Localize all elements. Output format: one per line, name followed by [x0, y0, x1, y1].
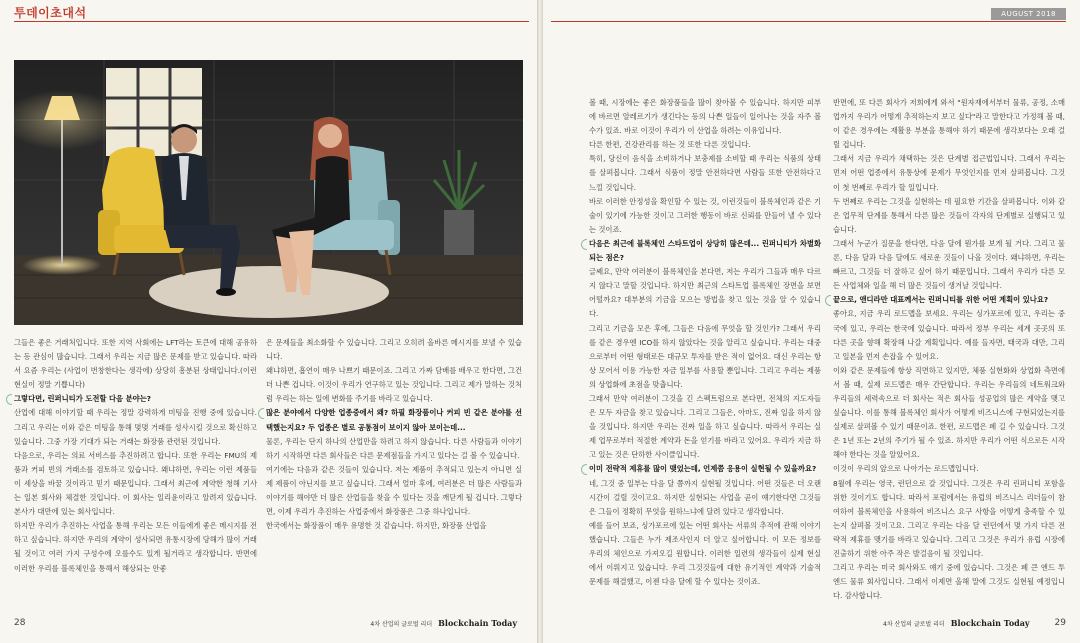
paragraph: 이것이 우리의 앞으로 나아가는 로드맵입니다. — [833, 464, 979, 474]
paragraph: 좋아요, 지금 우리 로드맵을 보세요. 우리는 싱가포르에 있고, 우리는 중국에 있고, 우리는 한국에 있습니다. 따라서 정부 우리는 세계 곳곳의 또 다른 곳을 향해 확장해 나갈 계획입니다. 예를 들자면, 태국과 대만, 그리고 일본을 먼저 손잡을 수 있어요. — [833, 309, 1065, 361]
paragraph: 물론, 우리는 단지 하나의 산업만을 하려고 하지 않습니다. 다른 사람들과 이야기하기 시작하면 다른 회사들은 다른 문제점들을 가지고 있다는 걸 볼 수 있습니다. — [266, 436, 522, 460]
header-rule — [14, 21, 529, 22]
left-page — [0, 0, 537, 643]
paragraph: 그리고 기금을 모은 후에, 그들은 다음에 무엇을 할 것인가? 그래서 우리를 같은 경우엔 ICO를 하지 않았다는 것을 알리고 싶습니다. 우리는 대중으로부터 어떤 형태로든 대규모 투자를 받은 적이 없어요. 대신 우리는 항상 모어서 이용 가능한 자금 일부를 사용할 뿐입니다. 그리고 우리는 제품의 상업화에 초점을 맞춥니다. — [589, 323, 821, 389]
paragraph: 이와 같은 문제들에 항상 직면하고 있지만, 체품 실현화와 상업화 측면에서 볼 때, 실제 로드맵은 매우 간단합니다. 우리는 우리들의 네트워크와 우리들의 세력속으로 더 회사는 적은 회사들 성공업의 많은 계약을 맺고 싶습니다. 이를 통해 블록체인 회사가 어떻게 비즈니스에 구현되었는지를 실제로 살펴볼 수 있기 때문이죠. 한편, 로드맵은 폐 길 수 있습니다. 그것은 1년 또는 2년의 주기가 될 수 있죠. 하지만 우리가 어떤 식으로든 시작해야 한다는 것을 알았어요. — [833, 365, 1065, 460]
interview-photo — [14, 60, 523, 325]
footer-tagline: 4차 산업의 글로벌 리더 — [370, 620, 433, 628]
interview-question: 많은 분야에서 다양한 업종중에서 왜? 하필 화장품이나 커피 빈 같은 분야를 선택했는지요? 두 업종은 별로 공통점이 보이지 않아 보이는데... — [266, 406, 522, 434]
paragraph: 다음으로, 우리는 의료 서비스를 추진하려고 합니다. 또한 우리는 FMU의 제품과 커피 빈의 거래소를 검토하고 있습니다. 왜냐하면, 우리는 이런 제품들이 세상을 바꿀 것이라고 믿기 때문입니다. 그래서 최근에 계약한 청해 기사는 일본 회사와 체결한 것입니다. 이 회사는 일리윤이라고 알려져 있습니다. 본사가 대만에 있는 회사입니다. — [14, 450, 257, 517]
paragraph: 산업에 대해 이야기할 때 우리는 정말 강력하게 미팅을 진행 중에 있습니다. 그리고 우리는 이와 같은 미팅을 통해 몇몇 거래를 성사시킬 것으로 확신하고 있습니다. 그중 가장 기대가 되는 거래는 화장품 관련된 것입니다. — [14, 408, 257, 446]
footer-right — [1055, 618, 1066, 628]
interview-question: 이미 전략적 제휴를 많이 맺었는데, 언제쯤 응용이 실현될 수 있을까요? — [589, 462, 821, 476]
paragraph: 볼 때, 시장에는 좋은 화장품들을 많이 찾아볼 수 있습니다. 하지만 피부에 바르면 알레르기가 생긴다는 등의 나쁜 일들이 일어나는 것을 자주 볼 수가 있죠. 바로 이것이 우리가 이 산업을 하려는 이유입니다. — [589, 98, 821, 136]
paragraph: 그래서 지금 우리가 채택하는 것은 단계별 접근법입니다. 그래서 우리는 먼저 어떤 업종에서 유통상에 문제가 무엇인지를 먼저 살펴봅니다. 그것이 첫 번째로 우리가 할 일입니다. — [833, 154, 1065, 192]
interview-question: 다음은 최근에 블록체인 스타트업이 상당히 많은데... 린퍼니티가 차별화되는 점은? — [589, 237, 821, 265]
paragraph: 8월에 우리는 영국, 런던으로 갈 것입니다. 그것은 우리 린퍼니티 포함을 위한 것이기도 합니다. 따라서 포럼에서는 유럽의 비즈니스 리더들이 참여하여 블록체인을 사용하여 비즈니스 요구 사항을 어떻게 충족할 수 있는지 살펴볼 것이고요. 그리고 우리는 다음 달 런던에서 몇 가지 다른 전략적 제휴를 맺기를 바라고 있습니다. 그리고 그것은 우리가 유럽 시장에 진출하기 위한 아주 작은 발걸음이 될 것입니다. — [833, 478, 1065, 558]
paragraph: 다른 한편, 건강관리를 하는 것 또한 다른 것입니다. — [589, 140, 751, 150]
paragraph: 한국에서는 화장품이 매우 유명한 것 같습니다. 하지만, 화장품 산업을 — [266, 521, 487, 531]
footer-tagline: 4차 산업의 글로벌 리더 — [883, 620, 945, 628]
paragraph: 글쎄요, 만약 여러분이 블록체인을 본다면, 저는 우리가 그들과 매우 다르지 않다고 말할 것입니다. 하지만 최근의 스타트업 블록체인 장면을 보면 어떨까요? 대부분의 기금을 모으는 방법을 찾고 있는 것을 알 수 있습니다. — [589, 267, 821, 319]
paragraph: 하지만 우리가 추진하는 사업을 통해 우리는 모든 이들에게 좋은 메시지를 전하고 싶습니다. 하지만 우리의 계약이 성사되면 유통시장에 당해가 많이 거래될 것이고 여러 가지 구성수에 오를수도 있게 될거라고 생각합니다. 반면에 이러한 우리를 블록체인을 통해서 해상되는 안좋 — [14, 521, 257, 573]
footer-brand: Blockchain Today — [950, 618, 1030, 628]
paragraph: 예를 들어 보죠, 싱가포르에 있는 어떤 회사는 서류의 추적에 관해 이야기했습니다. 그들은 누가 제조사인지 더 알고 싶어합니다. 이 모든 정보를 우리의 체인으로 가져오길 원합니다. 이러한 일련의 생각들이 실제 현실에서 이뤄지고 있습니다. 우리 그것것들에 대한 유기적인 계약과 기술적 문제를 해결했고, 이젠 다음 달에 할 수 있다는 것이죠. — [589, 520, 821, 587]
issue-badge: AUGUST 2018 — [991, 8, 1066, 20]
paragraph: 두 번째로 우리는 그것을 실현하는 데 필요한 기간을 살펴봅니다. 이와 같은 업무적 단계를 통해서 다른 많은 것들이 각자의 단계별로 실행되고 있습니다. — [833, 196, 1065, 234]
page-number: 29 — [1054, 618, 1066, 628]
paragraph: 특히, 당신이 음식을 소비하거나 보충제를 소비할 때 우리는 식품의 상태를 살펴봅니다. 그래서 식품이 정말 안전하다면 사람들 또한 안전하다고 느낄 것입니다. — [589, 154, 821, 192]
article-column-right-1 — [589, 96, 821, 589]
footer-left — [14, 618, 25, 628]
page-number: 28 — [14, 618, 26, 628]
interview-question: 그렇다면, 린퍼니티가 도전할 다음 분야는? — [14, 392, 257, 406]
header-rule — [551, 21, 1066, 22]
paragraph: 그래서 만약 여러분이 그것을 긴 스펙트럼으로 본다면, 전체의 지도자들은 모두 자금을 찾고 있습니다. 그리고 그들은, 아마도, 진짜 일을 하지 않을 것입니다. 하지만 우리는 진짜 일을 하고 싶습니다. 따라서 우리는 실제 업무로부터 적절한 계약과 돈을 얻기를 바라고 있어요. 우리가 지금 하고 있는 것은 단하한 사이클입니다. — [589, 393, 821, 460]
paragraph: 여기에는 다음과 같은 것들이 있습니다. 저는 제품이 추적되고 있는지 아니면 실제 제품이 아닌지를 보고 싶습니다. 그래서 얼마 후에, 여러분은 더 많은 사람들과 이야기를 해야만 더 많은 산업들을 찾을 수 있다는 것을 깨닫게 될 겁니다. 그렇다면, 이제 우리가 추진하는 사업중에서 화장품은 그중 하나입니다. — [266, 464, 522, 517]
paragraph: 반면에, 또 다른 회사가 저희에게 와서 "원자재에서부터 물류, 공정, 소매업까지 우리가 어떻게 추적하는지 보고 싶다"라고 말한다고 가정해 볼 때, 이 같은 경우에는 재활용 부분을 통해야 하기 때문에 생각보다는 오래 걸릴 겁니다. — [833, 98, 1065, 150]
interview-question: 끝으로, 앤디라만 대표께서는 린퍼니티를 위한 어떤 계획이 있나요? — [833, 293, 1065, 307]
paragraph: 그래서 누군가 질문을 한다면, 다음 달에 뭔가를 보게 될 거다. 그리고 물론, 다음 달과 다음 달에도 새로운 것들이 나올 것이다. 왜냐하면, 우리는 빠르고, 그것들 더 잘하고 싶어 하기 때문입니다. 그래서 우리가 다른 모든 사업체와 일을 해 더 많은 것들이 생겨날 것입니다. — [833, 238, 1065, 291]
right-page — [543, 0, 1080, 643]
article-column-left-2 — [266, 336, 522, 533]
paragraph: 네, 그것 중 일부는 다음 달 쯤까지 실현될 것입니다. 어떤 것들은 더 오랜 시간이 걸릴 것이고요. 하지만 실현되는 사업을 곧이 얘기한다면 그것들은 그들이 정확히 무엇을 원하느냐에 달려 있다고 생각합니다. — [589, 478, 821, 516]
paragraph: 그들은 좋은 거래처입니다. 또한 지역 사회에는 LFT라는 토큰에 대해 공유하는 등 관심이 많습니다. 그래서 우리는 지금 많은 문제를 받고 있습니다. 따라서 요즘 우리는 (사업이 번창한다는 생각에) 상당히 흥분된 상태입니다.(이런 현실이 정말 기쁩니다) — [14, 338, 257, 390]
footer-left-brand — [370, 618, 517, 628]
footer-brand: Blockchain Today — [438, 618, 517, 628]
paragraph: 바로 이러한 안정성을 확인할 수 있는 것, 이런것들이 블록체인과 같은 기술이 있기에 가능한 것이고 그러한 행동이 바로 신뢰를 만들어 낼 수 있다는 것이죠. — [589, 196, 821, 234]
article-column-left-1 — [14, 336, 257, 576]
paragraph: 그리고 우리는 미국 회사와도 얘기 중에 있습니다. 그것은 폐 큰 엔드 투엔드 물류 회사입니다. 그래서 이제면 올해 말에 그것도 실현될 예정입니다. 감사합니다. — [833, 563, 1065, 601]
paragraph: 은 문제들을 최소화할 수 있습니다. 그리고 오히려 올바른 메시지를 보낼 수 있습니다. — [266, 338, 522, 362]
section-title: 투데이초대석 — [14, 6, 87, 20]
article-column-right-2 — [833, 96, 1065, 603]
footer-right-brand — [883, 618, 1030, 628]
paragraph: 왜냐하면, 흡연이 매우 나쁘기 때문이죠. 그리고 가짜 담배를 배우고 한다면, 그건 더 나쁜 겁니다. 이것이 우리가 연구하고 있는 것입니다. 그리고 제가 말하는 것처럼 우리는 하는 일에 변화를 주기를 바라고 있습니다. — [266, 366, 522, 404]
